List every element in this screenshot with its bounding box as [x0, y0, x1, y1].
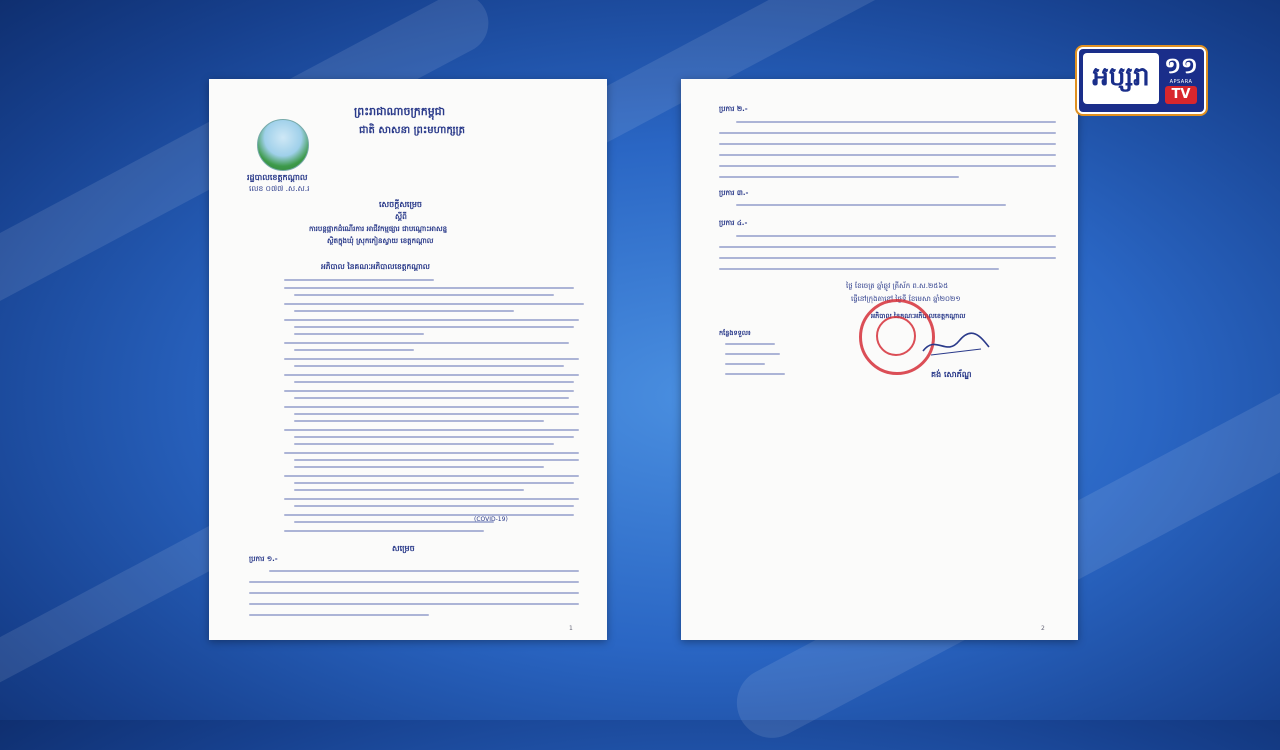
body-text-line [284, 406, 579, 408]
body-text-line [284, 429, 579, 431]
brand-text: APSARA [1169, 79, 1193, 85]
body-text-line [284, 358, 579, 360]
body-text-line [719, 257, 1056, 259]
covid-reference: (COVID-19) [474, 516, 508, 523]
recipient-line [725, 363, 765, 365]
date-line-2: ធ្វើនៅក្រុងតាខ្មៅ ថ្ងៃទី ខែមេសា ឆ្នាំ២០២១ [851, 295, 961, 303]
body-text-line [719, 143, 1056, 145]
tv-label: TV [1165, 86, 1197, 104]
body-text-line [294, 420, 544, 422]
body-text-line [284, 498, 579, 500]
article-4-label: ប្រការ ៤.- [719, 219, 748, 227]
body-text-line [294, 397, 569, 399]
body-text-line [294, 349, 414, 351]
body-text-line [294, 443, 554, 445]
decision-subject-2: ស្ថិតក្នុងឃុំ ស្រុកកៀនស្វាយ ខេត្តកណ្ដាល [327, 237, 434, 245]
body-text-line [284, 374, 579, 376]
body-text-line [719, 154, 1056, 156]
body-text-line [294, 310, 514, 312]
body-text-line [294, 505, 574, 507]
page-number: 1 [569, 625, 573, 632]
body-text-line [294, 333, 424, 335]
channel-number: ១១ [1164, 54, 1198, 79]
body-text-line [736, 121, 1056, 123]
body-text-line [719, 132, 1056, 134]
body-text-line [284, 452, 579, 454]
body-text-line [719, 268, 999, 270]
body-text-line [294, 381, 574, 383]
body-text-line [294, 489, 524, 491]
date-line-1: ថ្ងៃ ខែចេត្រ ឆ្នាំឆ្លូវ ត្រីស័ក ព.ស.២៥៦៥ [846, 282, 949, 290]
recipient-line [725, 373, 785, 375]
body-text-line [284, 319, 579, 321]
body-text-line [294, 326, 574, 328]
authority-line: អភិបាល នៃគណៈអភិបាលខេត្តកណ្ដាល [321, 262, 430, 271]
body-text-line [719, 165, 1056, 167]
recipients-heading: កន្លែងទទួល៖ [719, 329, 751, 337]
body-text-line [269, 570, 579, 572]
reference-number: លេខ ០៧៧ .ស.ស.រ [249, 184, 310, 193]
body-text-line [736, 235, 1056, 237]
body-text-line [249, 614, 429, 616]
apsara-tv-logo [1077, 47, 1206, 114]
body-text-line [294, 365, 564, 367]
body-text-line [294, 294, 554, 296]
body-text-line [294, 482, 574, 484]
decision-on: ស្តីពី [395, 212, 407, 221]
article-3-label: ប្រការ ៣.- [719, 189, 749, 197]
body-text-line [284, 475, 579, 477]
decision-subject-1: ការបន្តផ្អាកដំណើរការ អាជីវកម្មផ្សារ ជាបណ្តោះអាសន្ន [309, 225, 448, 233]
body-text-line [284, 303, 584, 305]
body-text-line [284, 279, 434, 281]
page-number: 2 [1041, 625, 1045, 632]
body-text-line [294, 521, 494, 523]
body-text-line [284, 342, 569, 344]
body-text-line [284, 514, 574, 516]
body-text-line [719, 246, 1056, 248]
body-text-line [719, 176, 959, 178]
body-text-line [249, 581, 579, 583]
header-motto: ជាតិ សាសនា ព្រះមហាក្សត្រ [359, 125, 465, 136]
body-text-line [249, 603, 579, 605]
body-text-line [249, 592, 579, 594]
body-text-line [284, 390, 574, 392]
provincial-logo-icon [257, 119, 309, 171]
article-1-label: ប្រការ ១.- [249, 555, 278, 563]
body-text-line [294, 413, 579, 415]
signatory-title: អភិបាល នៃគណៈអភិបាលខេត្តកណ្ដាល [871, 312, 966, 320]
body-text-line [284, 530, 484, 532]
header-kingdom: ព្រះរាជាណាចក្រកម្ពុជា [354, 105, 446, 118]
decide-heading: សម្រេច [392, 544, 415, 553]
body-text-line [736, 204, 1006, 206]
document-page-2 [681, 79, 1078, 640]
recipient-line [725, 353, 780, 355]
issuer-name: រដ្ឋបាលខេត្តកណ្ដាល [247, 173, 308, 182]
decision-title: សេចក្តីសម្រេច [379, 200, 423, 209]
body-text-line [294, 466, 544, 468]
signatory-name: គង់ សោភ័ណ្ឌ [931, 370, 972, 379]
recipient-line [725, 343, 775, 345]
channel-name: អប្សរា [1083, 53, 1159, 104]
article-2-label: ប្រការ ២.- [719, 105, 748, 113]
body-text-line [284, 287, 574, 289]
body-text-line [294, 459, 579, 461]
document-page-1 [209, 79, 607, 640]
signature-icon [921, 329, 991, 359]
body-text-line [294, 436, 574, 438]
